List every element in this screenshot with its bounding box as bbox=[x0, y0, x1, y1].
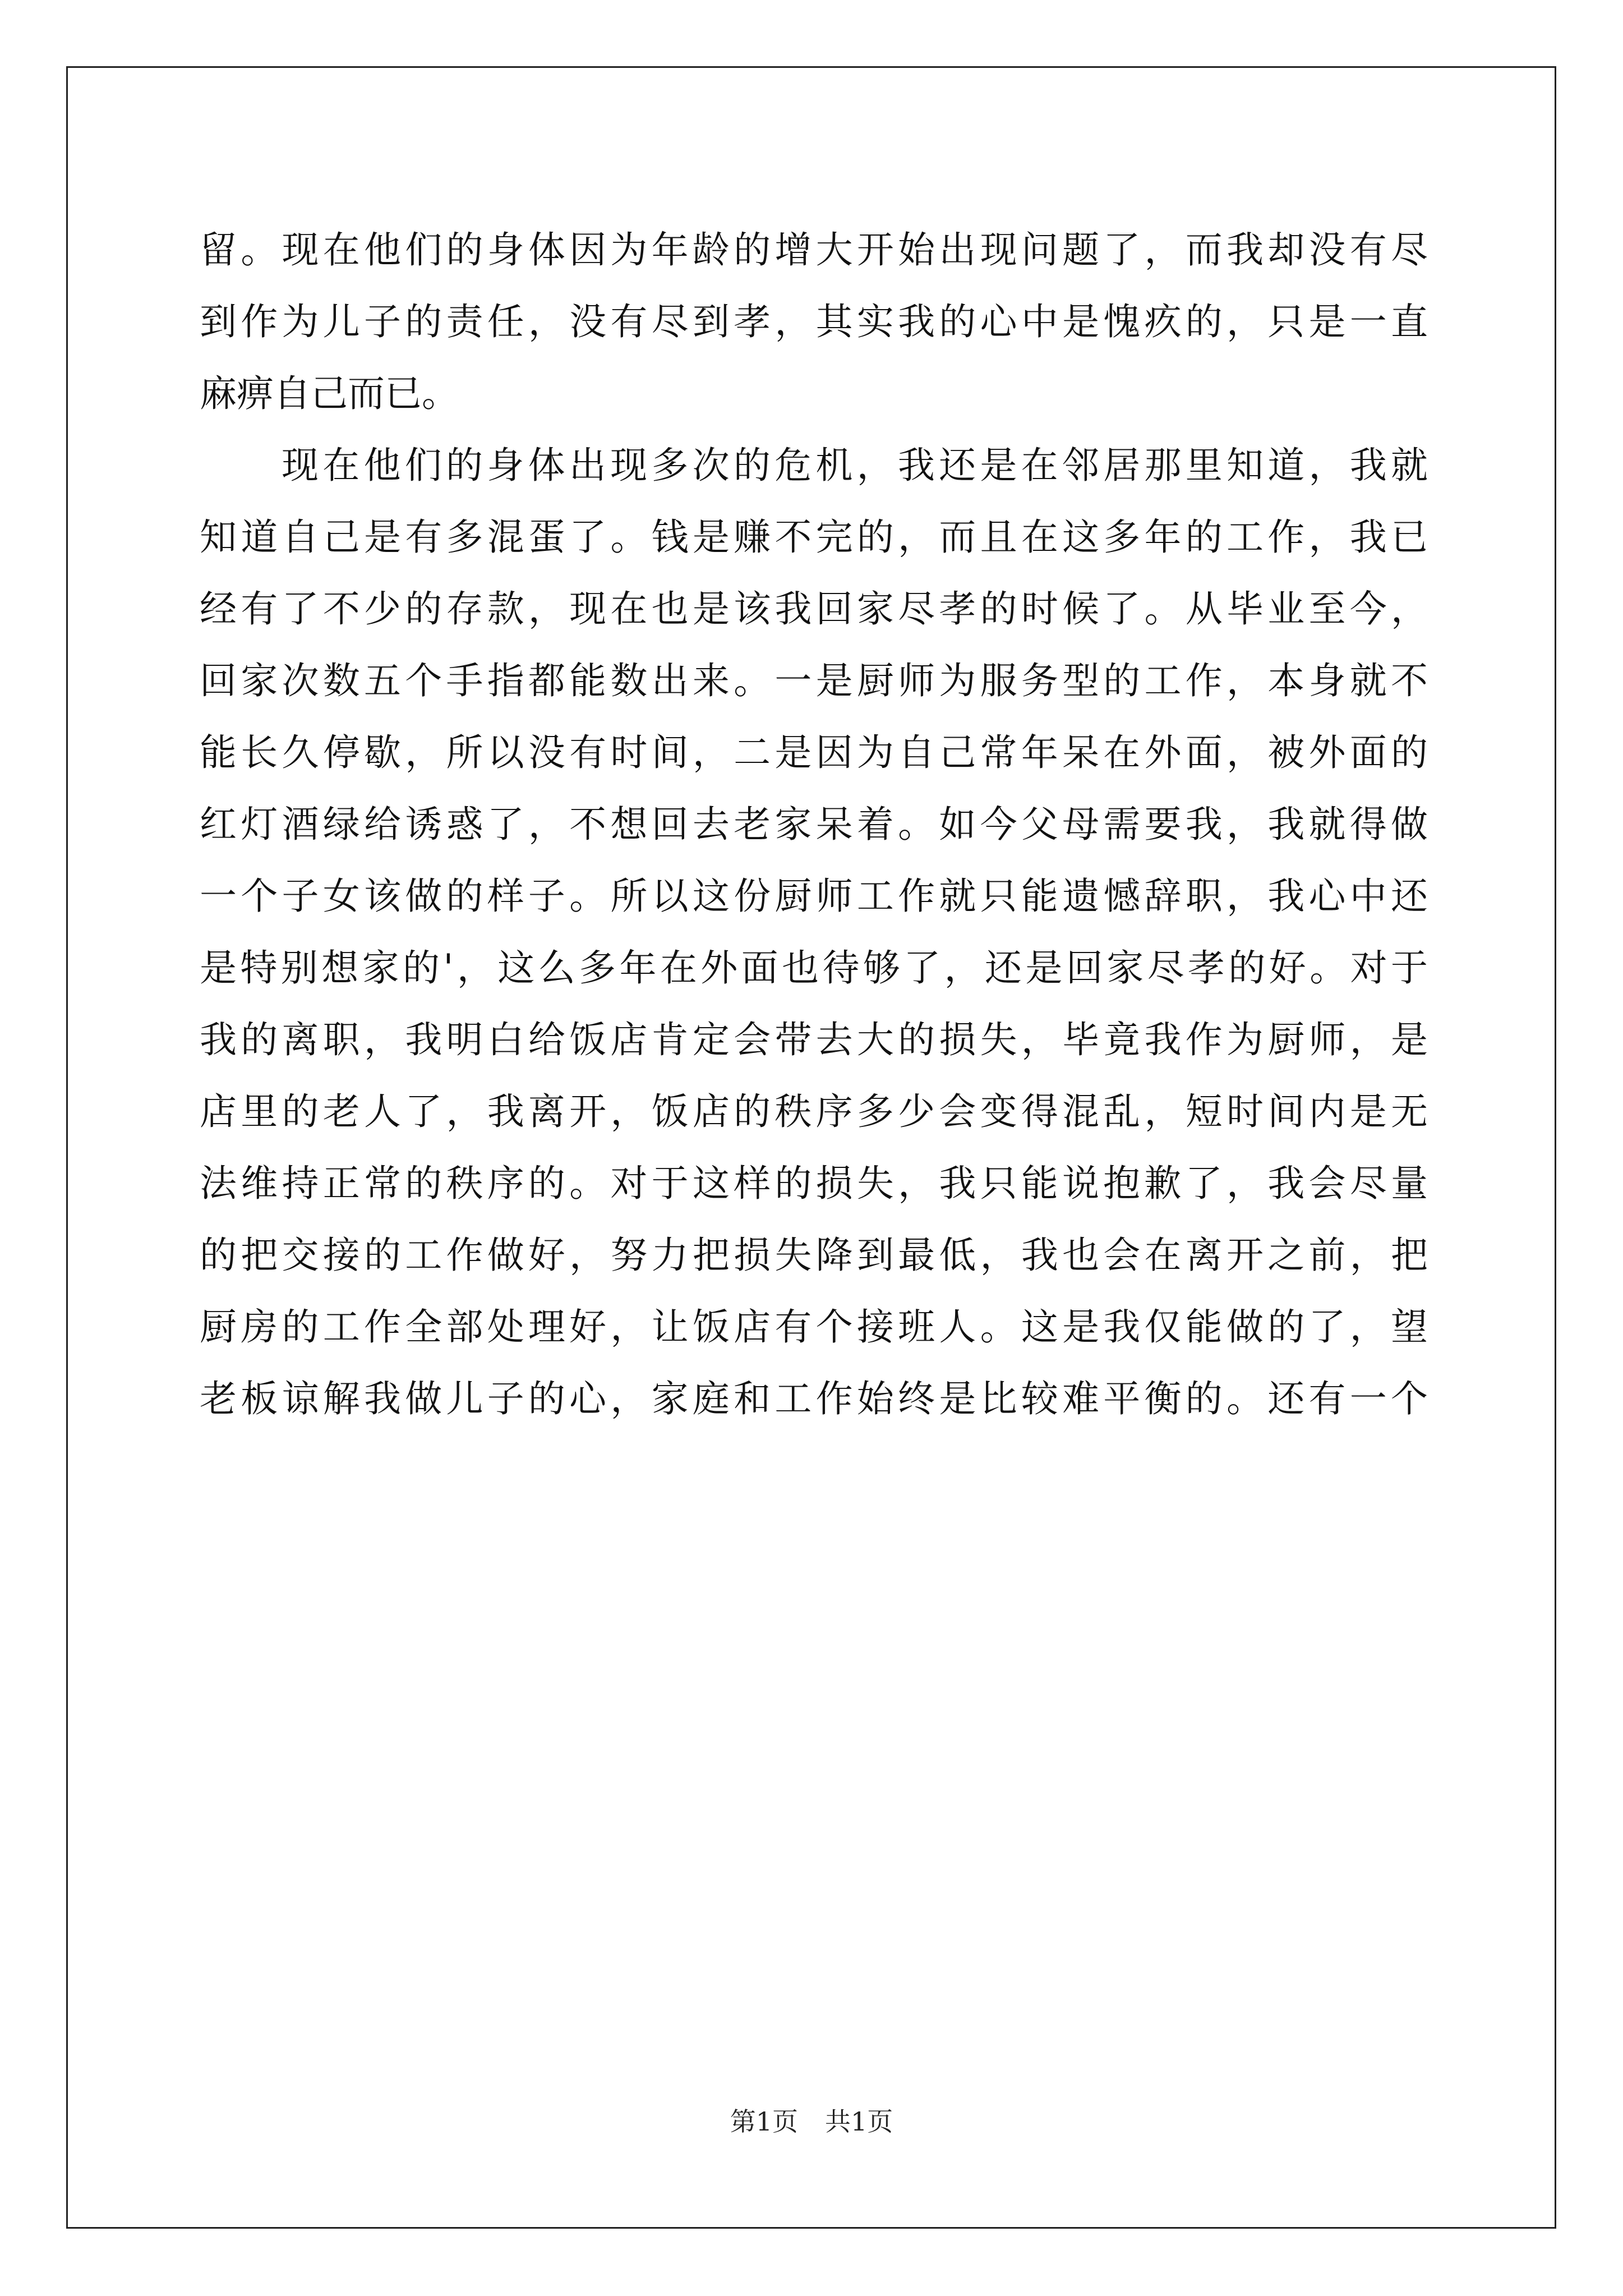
text-line: 法维持正常的秩序的。对于这样的损失，我只能说抱歉了，我会尽量 bbox=[200, 1162, 1428, 1205]
text-line: 红灯酒绿给诱惑了，不想回去老家呆着。如今父母需要我，我就得做 bbox=[200, 803, 1428, 846]
text-line: 知道自己是有多混蛋了。钱是赚不完的，而且在这多年的工作，我已 bbox=[200, 516, 1428, 559]
page-total: 共1页 bbox=[825, 2106, 893, 2137]
text-line: 到作为儿子的责任，没有尽到孝，其实我的心中是愧疚的，只是一直 bbox=[200, 300, 1428, 343]
text-line: 厨房的工作全部处理好，让饭店有个接班人。这是我仅能做的了，望 bbox=[200, 1305, 1428, 1349]
text-line: 现在他们的身体出现多次的危机，我还是在邻居那里知道，我就 bbox=[282, 444, 1428, 487]
text-line: 的把交接的工作做好，努力把损失降到最低，我也会在离开之前，把 bbox=[200, 1234, 1428, 1277]
text-line: 留。现在他们的身体因为年龄的增大开始出现问题了，而我却没有尽 bbox=[200, 228, 1428, 272]
page-number: 第1页 bbox=[730, 2106, 798, 2137]
text-line: 是特别想家的'，这么多年在外面也待够了，还是回家尽孝的好。对于 bbox=[200, 946, 1428, 990]
text-line: 老板谅解我做儿子的心，家庭和工作始终是比较难平衡的。还有一个 bbox=[200, 1377, 1428, 1420]
text-line: 店里的老人了，我离开，饭店的秩序多少会变得混乱，短时间内是无 bbox=[200, 1090, 1428, 1133]
text-line: 回家次数五个手指都能数出来。一是厨师为服务型的工作，本身就不 bbox=[200, 659, 1428, 702]
text-line: 经有了不少的存款，现在也是该我回家尽孝的时候了。从毕业至今， bbox=[200, 587, 1428, 631]
text-line: 一个子女该做的样子。所以这份厨师工作就只能遗憾辞职，我心中还 bbox=[200, 875, 1428, 918]
text-line: 麻痹自己而已。 bbox=[200, 372, 459, 415]
page-footer bbox=[0, 2105, 1623, 2138]
text-line: 能长久停歇，所以没有时间，二是因为自己常年呆在外面，被外面的 bbox=[200, 731, 1428, 774]
text-line: 我的离职，我明白给饭店肯定会带去大的损失，毕竟我作为厨师，是 bbox=[200, 1018, 1428, 1061]
